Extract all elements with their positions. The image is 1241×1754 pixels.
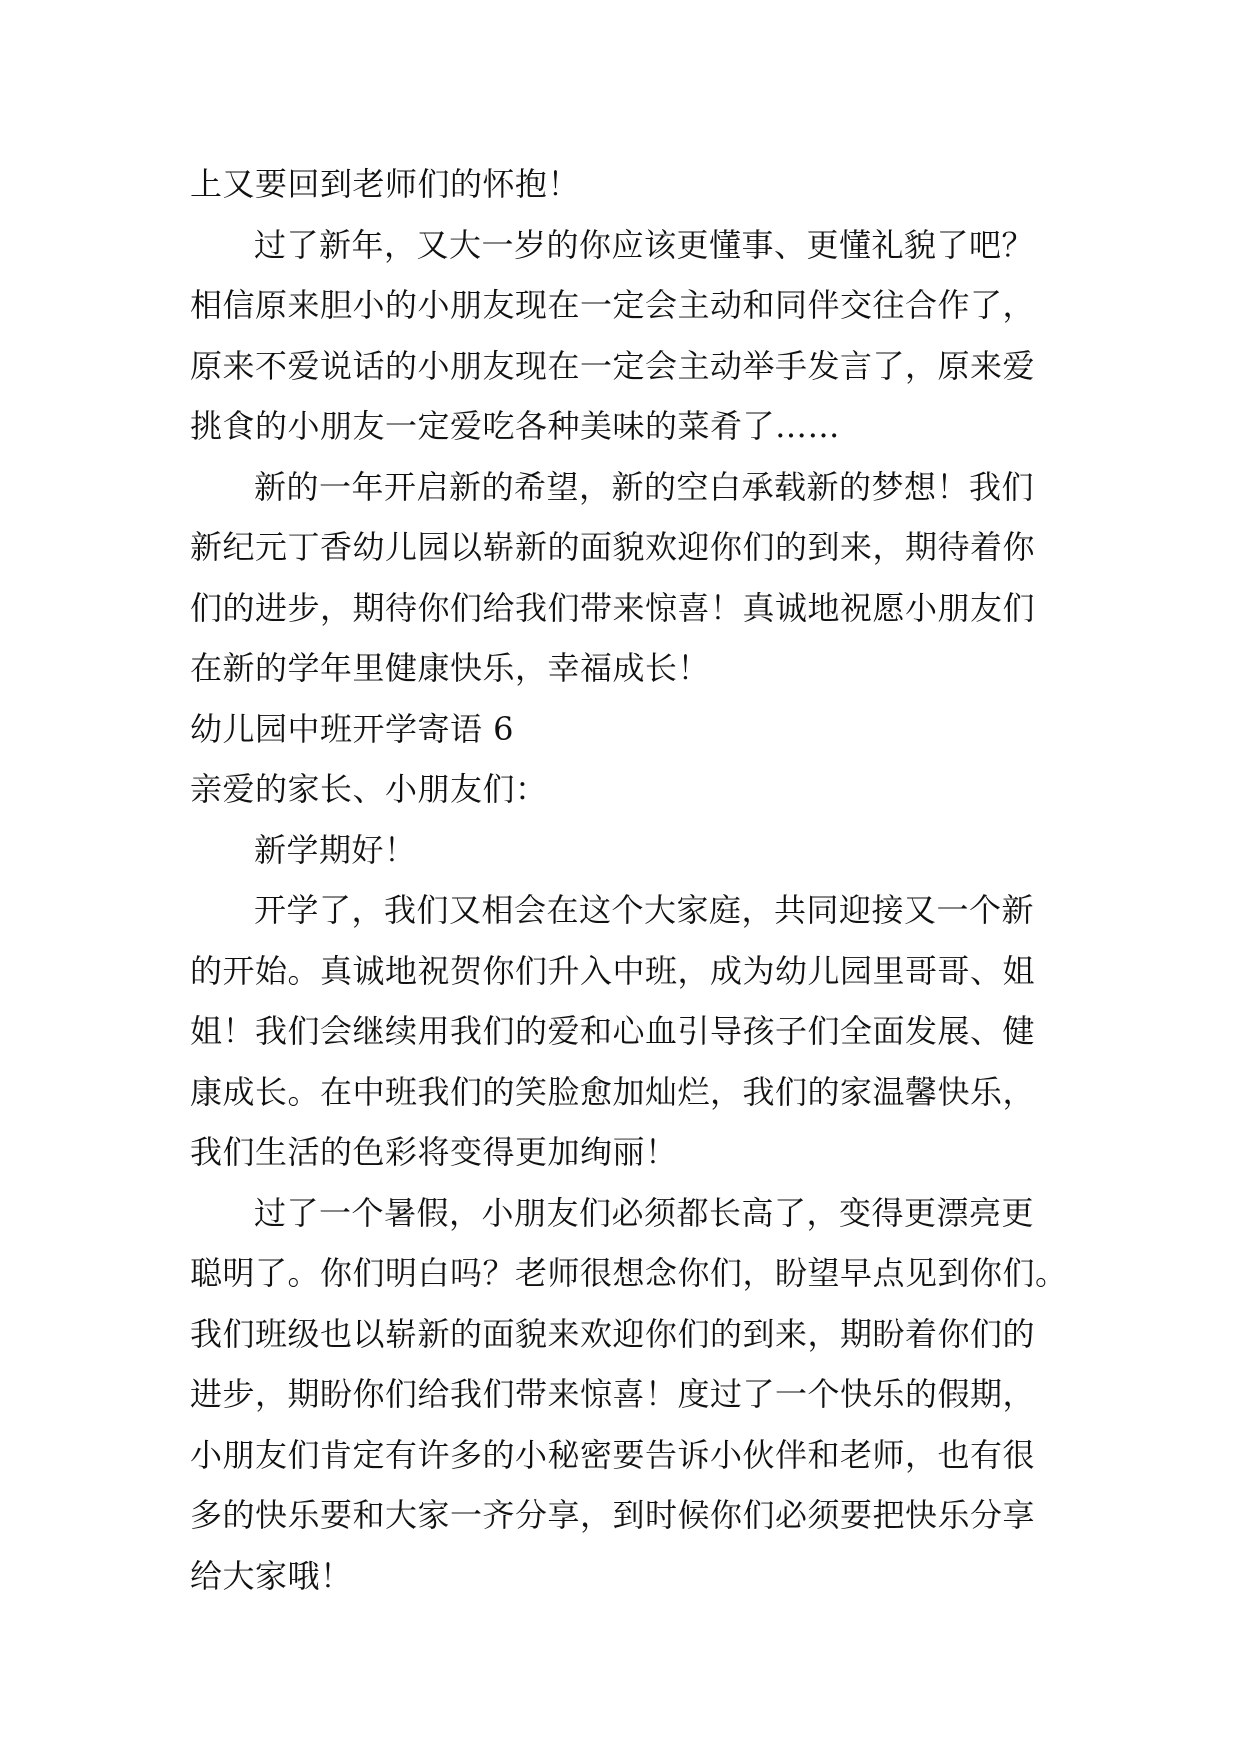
text-line: 的开始。真诚地祝贺你们升入中班，成为幼儿园里哥哥、姐 (190, 951, 1036, 990)
salutation: 亲爱的家长、小朋友们： (190, 770, 548, 808)
text-line: 过了一个暑假，小朋友们必须都长高了，变得更漂亮更 (254, 1193, 1035, 1232)
text-line: 新纪元丁香幼儿园以崭新的面貌欢迎你们的到来，期待着你 (190, 528, 1036, 566)
text-line: 挑食的小朋友一定爱吃各种美味的菜肴了…… (190, 407, 841, 445)
text-line: 我们班级也以崭新的面貌来欢迎你们的到来，期盼着你们的 (190, 1314, 1036, 1353)
text-line: 相信原来胆小的小朋友现在一定会主动和同伴交往合作了， (190, 286, 1036, 324)
text-line: 新的一年开启新的希望，新的空白承载新的梦想！我们 (254, 467, 1035, 506)
text-line: 多的快乐要和大家一齐分享，到时候你们必须要把快乐分享 (190, 1496, 1036, 1534)
text-line: 上又要回到老师们的怀抱！ (190, 165, 581, 203)
text-line: 进步，期盼你们给我们带来惊喜！度过了一个快乐的假期， (190, 1375, 1036, 1413)
text-line: 开学了，我们又相会在这个大家庭，共同迎接又一个新 (254, 891, 1035, 929)
text-line: 姐！我们会继续用我们的爱和心血引导孩子们全面发展、健 (190, 1012, 1036, 1050)
text-line: 在新的学年里健康快乐，幸福成长！ (190, 649, 711, 687)
document-body (190, 154, 1068, 1606)
section-heading: 幼儿园中班开学寄语 6 (190, 709, 515, 748)
text-line: 我们生活的色彩将变得更加绚丽！ (190, 1133, 678, 1171)
text-line: 们的进步，期待你们给我们带来惊喜！真诚地祝愿小朋友们 (190, 588, 1036, 627)
text-line: 小朋友们肯定有许多的小秘密要告诉小伙伴和老师，也有很 (190, 1435, 1036, 1474)
text-line: 过了新年，又大一岁的你应该更懂事、更懂礼貌了吧？ (254, 225, 1035, 264)
text-line: 康成长。在中班我们的笑脸愈加灿烂，我们的家温馨快乐， (190, 1072, 1036, 1111)
text-line: 给大家哦！ (190, 1556, 353, 1595)
greeting: 新学期好！ (254, 830, 417, 869)
text-line: 聪明了。你们明白吗？老师很想念你们，盼望早点见到你们。 (190, 1254, 1068, 1292)
text-line: 原来不爱说话的小朋友现在一定会主动举手发言了，原来爱 (190, 346, 1036, 385)
